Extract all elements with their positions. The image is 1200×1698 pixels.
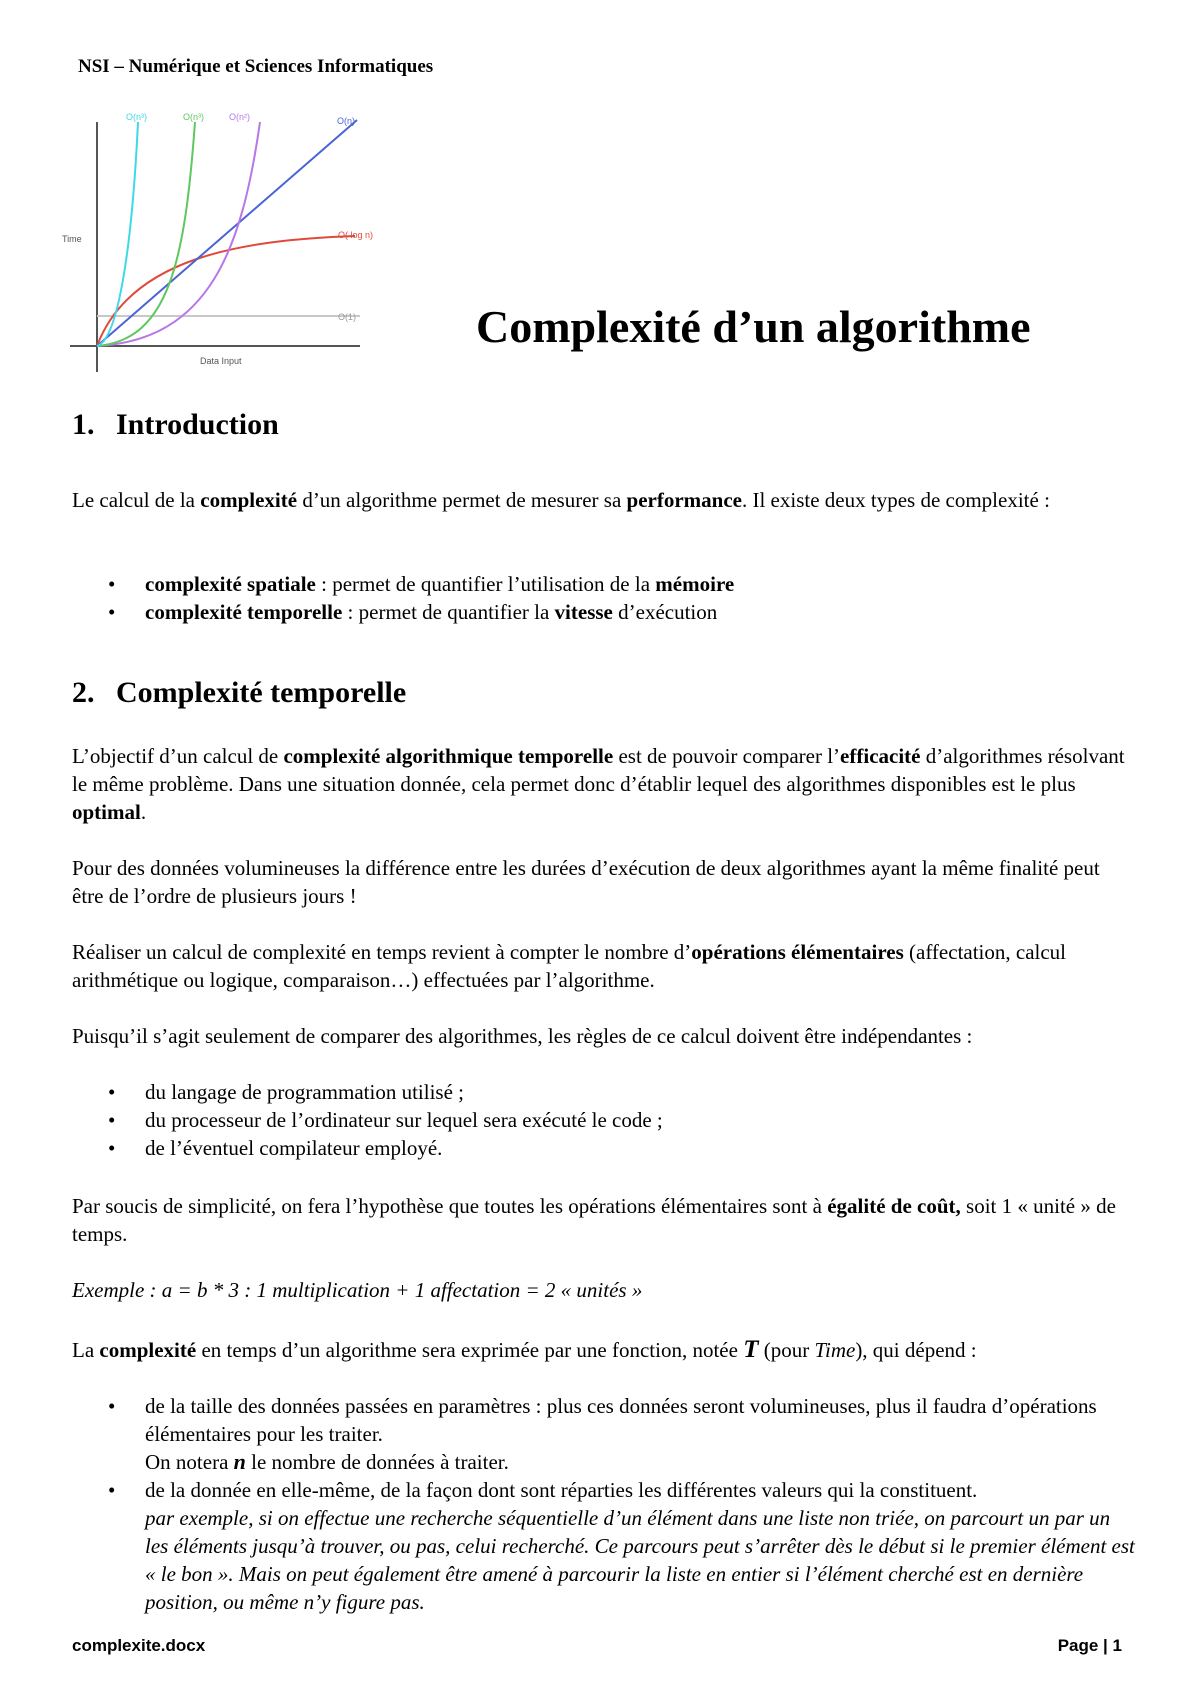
list-item <box>108 598 1138 626</box>
math-symbol: T <box>743 1336 759 1363</box>
complexity-graph <box>60 108 420 378</box>
curve-on3-cyan <box>97 122 138 346</box>
text: de la donnée en elle-même, de la façon dont sont réparties les différentes valeurs qui la constituent. <box>145 1478 978 1502</box>
footer-page-number: Page | 1 <box>1057 1636 1122 1655</box>
paragraph-elementary-ops <box>72 938 1132 994</box>
italic-text: par exemple, si on effectue une recherche séquentielle d’un élément dans une liste non triée, on parcourt un par un les éléments jusqu’à trouver, ou pas, celui recherché. Ce parcours peut s’arrêter dès le début si le premier élément est « le bon ». Mais on peut également être amené à parcourir la liste en entier si l’élément cherché est en dernière position, ou même n’y figure pas. <box>145 1506 1135 1614</box>
text: ), qui dépend : <box>855 1338 977 1362</box>
curve-ologn <box>97 236 355 346</box>
paragraph-objective <box>72 742 1132 826</box>
label-on3-cyan: O(n³) <box>126 112 147 122</box>
curve-on2 <box>97 122 260 346</box>
bold-text: complexité <box>200 488 298 512</box>
list-item <box>108 1476 1138 1616</box>
list-item: • du processeur de l’ordinateur sur lequel sera exécuté le code ; <box>108 1106 1138 1134</box>
dependencies-list <box>108 1392 1138 1616</box>
list-item <box>108 1392 1138 1476</box>
curve-on3-green <box>97 122 195 346</box>
bold-text: efficacité <box>840 744 921 768</box>
header-course: NSI – Numérique et Sciences Informatiques <box>78 56 434 77</box>
text: : permet de quantifier la <box>342 600 555 624</box>
paragraph-rules-intro: Puisqu’il s’agit seulement de comparer des algorithmes, les règles de ce calcul doivent être indépendantes : <box>72 1024 973 1048</box>
list-item: • de l’éventuel compilateur employé. <box>108 1134 1138 1162</box>
text: de la taille des données passées en paramètres : plus ces données seront volumineuses, plus il faudra d’opérations élémentaires pour les traiter. <box>145 1394 1097 1446</box>
section-2-number: 2. <box>72 676 95 709</box>
example-line: Exemple : a = b * 3 : 1 multiplication + 1 affectation = 2 « unités » <box>72 1278 643 1302</box>
complexity-types-list <box>108 570 1138 626</box>
italic-text: Time <box>814 1338 856 1362</box>
bold-text: mémoire <box>655 572 735 596</box>
bold-text: performance <box>626 488 742 512</box>
list-item: • du langage de programmation utilisé ; <box>108 1078 1138 1106</box>
y-axis-label: Time <box>62 234 82 244</box>
label-on2: O(n²) <box>229 112 250 122</box>
text: La <box>72 1338 100 1362</box>
math-symbol: n <box>233 1449 246 1474</box>
label-on3-green: O(n³) <box>183 112 204 122</box>
text: . <box>140 800 147 824</box>
label-ologn: O( log n) <box>338 230 374 240</box>
x-axis-label: Data Input <box>200 356 242 366</box>
text: d’un algorithme permet de mesurer sa <box>297 488 627 512</box>
section-1-title: Introduction <box>116 408 279 441</box>
text: d’algorithmes résolvant le même problème. Dans une situation donnée, cela permet donc d’établir lequel des algorithmes disponibles est le plus <box>72 744 1125 796</box>
text: On notera <box>145 1450 234 1474</box>
section-1-heading <box>72 408 279 442</box>
text: . Il existe deux types de complexité : <box>741 488 1050 512</box>
bold-text: complexité spatiale <box>145 572 316 596</box>
text: soit 1 « unité » de temps. <box>72 1194 1116 1246</box>
list-item <box>108 570 1138 598</box>
text: le nombre de données à traiter. <box>245 1450 509 1474</box>
bold-text: égalité de coût, <box>827 1194 961 1218</box>
text: : permet de quantifier l’utilisation de la <box>315 572 656 596</box>
text: est de pouvoir comparer l’ <box>613 744 841 768</box>
text: Par soucis de simplicité, on fera l’hypothèse que toutes les opérations élémentaires sont à <box>72 1194 828 1218</box>
bold-text: vitesse <box>554 600 613 624</box>
label-on: O(n) <box>337 116 355 126</box>
section-1-number: 1. <box>72 408 95 441</box>
text: (affectation, calcul arithmétique ou logique, comparaison…) effectuées par l’algorithme. <box>72 940 1067 992</box>
text: (pour <box>758 1338 815 1362</box>
footer-filename: complexite.docx <box>72 1636 206 1655</box>
text: en temps d’un algorithme sera exprimée par une fonction, notée <box>196 1338 744 1362</box>
text: Le calcul de la <box>72 488 201 512</box>
rules-list <box>108 1078 1138 1162</box>
bold-text: complexité temporelle <box>145 600 343 624</box>
paragraph-time-function <box>72 1336 1132 1364</box>
label-o1: O(1) <box>338 312 356 322</box>
paragraph-unit-cost <box>72 1192 1132 1248</box>
bold-text: opérations élémentaires <box>691 940 904 964</box>
intro-paragraph <box>72 486 1132 514</box>
bold-text: complexité <box>99 1338 197 1362</box>
text: d’exécution <box>612 600 718 624</box>
section-2-heading <box>72 676 406 710</box>
document-title: Complexité d’un algorithme <box>476 301 1031 352</box>
bold-text: optimal <box>72 800 141 824</box>
text: L’objectif d’un calcul de <box>72 744 284 768</box>
paragraph-volume: Pour des données volumineuses la différence entre les durées d’exécution de deux algorithmes ayant la même finalité peut être de l’ordre de plusieurs jours ! <box>72 856 1100 908</box>
section-2-title: Complexité temporelle <box>116 676 407 709</box>
text: Réaliser un calcul de complexité en temps revient à compter le nombre d’ <box>72 940 692 964</box>
bold-text: complexité algorithmique temporelle <box>283 744 614 768</box>
